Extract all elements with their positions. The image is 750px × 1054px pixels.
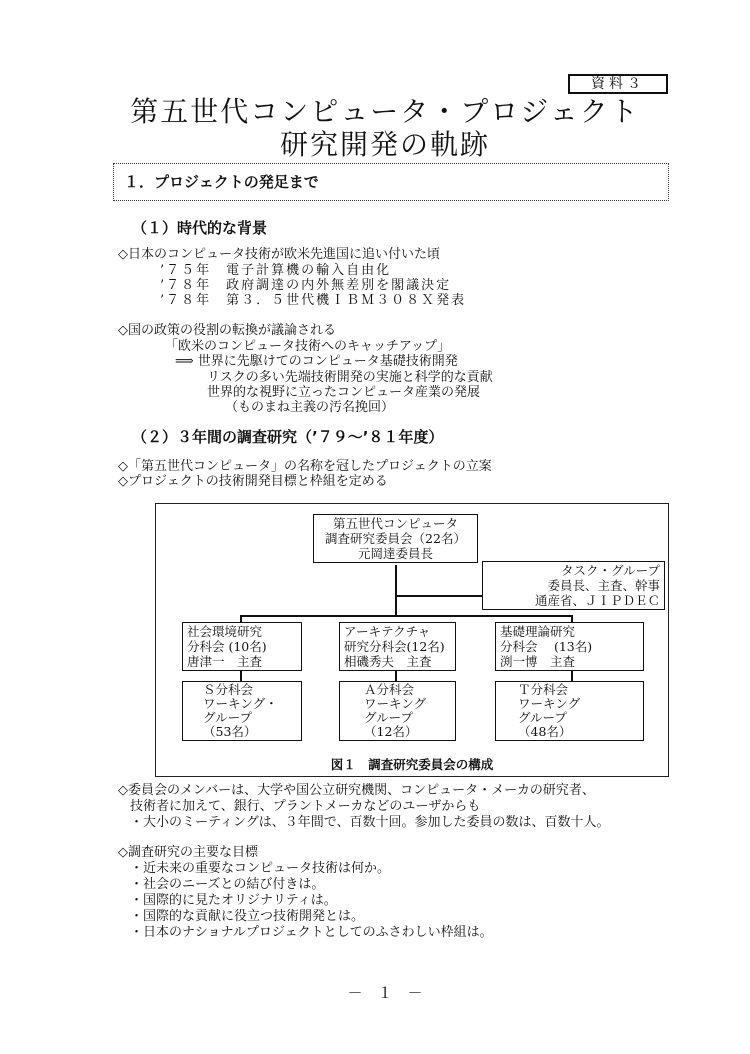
- figure-caption: 図１ 調査研究委員会の構成: [330, 757, 494, 772]
- connector-line: [395, 595, 482, 597]
- subsection-heading: （２）３年間の調査研究（’７９～’８１年度）: [132, 428, 444, 446]
- text-line: ⟹ 世界に先駆けてのコンピュータ基礎技術開発: [175, 354, 458, 369]
- text-line: リスクの多い先端技術開発の実施と科学的な貢献: [207, 370, 493, 385]
- text-line: ◇日本のコンピュータ技術が欧米先進国に追い付いた頃: [118, 247, 440, 262]
- list-item: ・国際的な貢献に役立つ技術開発とは。: [130, 909, 365, 924]
- text-line: ◇国の政策の役割の転換が議論される: [118, 323, 336, 338]
- text-line: 技術者に加えて、銀行、プラントメーカなどのユーザからも: [130, 799, 481, 814]
- subcommittee-box: アーキテクチャ 研究分科会(12名) 相磯秀夫 主査: [339, 622, 456, 671]
- list-item: ・近未来の重要なコンピュータ技術は何か。: [130, 861, 391, 876]
- working-group-box: Ｓ分科会 ワーキング・ グループ （53名）: [182, 681, 302, 741]
- committee-box: 第五世代コンピュータ 調査研究委員会（22名） 元岡達委員長: [313, 514, 478, 563]
- working-group-box: Ａ分科会 ワーキング グループ （12名）: [339, 681, 456, 741]
- text-line: ・大小のミーティングは、３年間で、百数十回。参加した委員の数は、百数十人。: [130, 815, 610, 830]
- text-line: ◇調査研究の主要な目標: [118, 845, 258, 860]
- text-line: ◇「第五世代コンピュータ」の名称を冠したプロジェクトの立案: [118, 459, 492, 474]
- working-group-box: Ｔ分科会 ワーキング グループ （48名）: [495, 681, 644, 741]
- org-chart-figure: [155, 503, 669, 777]
- text-line: 「欧米のコンピュータ技術へのキャッチアップ」: [165, 339, 451, 354]
- subsection-heading: （１）時代的な背景: [132, 219, 268, 237]
- text-line: 世界的な視野に立ったコンピュータ産業の発展: [207, 385, 481, 400]
- page-number: － １ －: [347, 984, 423, 1002]
- connector-line: [395, 565, 397, 617]
- connector-line: [240, 615, 572, 617]
- text-line: ◇委員会のメンバーは、大学や国公立研究機関、コンピュータ・メーカの研究者、: [118, 783, 595, 798]
- title-line2: 研究開発の軌跡: [279, 128, 490, 161]
- text-line: ’７８年 政府調達の内外無差別を閣議決定: [160, 278, 452, 293]
- list-item: ・日本のナショナルプロジェクトとしてのふさわしい枠組は。: [130, 925, 493, 940]
- task-group-box: タスク・グループ 委員長、主査、幹事 通産省、ＪＩＰＤＥＣ: [482, 561, 665, 610]
- title-line1: 第五世代コンピュータ・プロジェクト: [130, 95, 640, 128]
- section-heading: １．プロジェクトの発足まで: [113, 163, 669, 201]
- text-line: ’７８年 第３．５世代機ＩＢＭ３０８Ｘ発表: [160, 293, 467, 308]
- subcommittee-box: 社会環境研究 分科会 (10名) 唐津一 主査: [182, 622, 302, 671]
- list-item: ・社会のニーズとの結び付きは。: [130, 877, 325, 892]
- text-line: （ものまね主義の汚名挽回）: [225, 400, 395, 415]
- text-line: ’７５年 電子計算機の輸入自由化: [160, 263, 392, 278]
- text-line: ◇プロジェクトの技術開発目標と枠組を定める: [118, 474, 388, 489]
- subcommittee-box: 基礎理論研究 分科会 (13名) 渕一博 主査: [495, 622, 644, 671]
- document-tag: 資料３: [568, 74, 668, 94]
- list-item: ・国際的に見たオリジナリティは。: [130, 893, 337, 908]
